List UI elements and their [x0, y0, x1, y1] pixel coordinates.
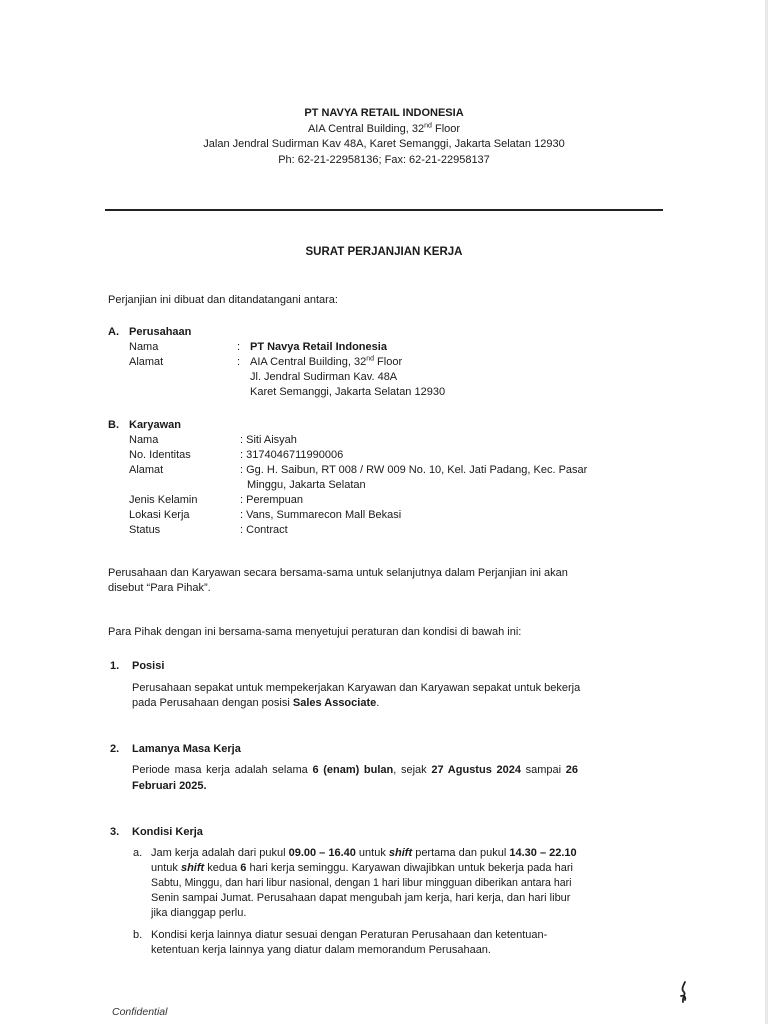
letterhead: [0, 106, 768, 168]
clause-2-text: sampai: [520, 764, 566, 776]
employee-id-text: 3174046711990006: [246, 449, 344, 461]
item-b-marker: b.: [133, 929, 143, 941]
employee-gender-value: : Perempuan: [240, 494, 303, 506]
employee-status-value: : Contract: [240, 524, 288, 536]
item-a-text: untuk: [355, 847, 389, 859]
employee-id-label: No. Identitas: [129, 449, 191, 461]
company-name-label: Nama: [129, 341, 159, 353]
item-a-line3: Sabtu, Minggu, dan hari libur nasional, dengan 1 hari libur mingguan diberikan antara hari: [151, 877, 572, 889]
shift-1-hours: 09.00 – 16.40: [288, 847, 356, 859]
company-name: PT NAVYA RETAIL INDONESIA: [304, 107, 464, 119]
employee-gender-text: Perempuan: [246, 494, 303, 506]
clause-1-line1: Perusahaan sepakat untuk mempekerjakan Karyawan dan Karyawan sepakat untuk bekerja: [132, 682, 581, 694]
contract-duration: 6 (enam) bulan: [312, 764, 394, 776]
period: .: [376, 697, 380, 709]
clause-2-number: 2.: [110, 743, 120, 755]
item-a-text: untuk: [151, 862, 181, 874]
floor-sup: nd: [424, 121, 432, 129]
employee-name-text: Siti Aisyah: [246, 434, 297, 446]
colon: :: [237, 356, 241, 368]
item-a-line2: [151, 861, 573, 876]
clause-1-number: 1.: [110, 660, 120, 672]
item-a-marker: a.: [133, 847, 143, 859]
position-title: Sales Associate: [292, 697, 377, 709]
company-address-line1: [250, 355, 402, 370]
address-tail: Floor: [373, 356, 403, 368]
employee-address-label: Alamat: [129, 464, 164, 476]
item-a-line1: [151, 846, 577, 861]
address-sup: nd: [366, 355, 374, 363]
para-pihak-line2: disebut “Para Pihak”.: [108, 582, 211, 594]
item-a-text: Jam kerja adalah dari pukul: [151, 847, 289, 859]
shift-2-hours: 14.30 – 22.10: [509, 847, 577, 859]
building-text: AIA Central Building, 32: [307, 122, 425, 135]
section-a-heading: Perusahaan: [129, 326, 192, 338]
start-date: 27 Agustus 2024: [431, 764, 521, 776]
item-a-text: hari kerja seminggu. Karyawan diwajibkan untuk bekerja pada hari: [246, 862, 573, 874]
para-pihak-line1: Perusahaan dan Karyawan secara bersama-sama untuk selanjutnya dalam Perjanjian ini akan: [108, 567, 568, 579]
address-text: AIA Central Building, 32: [250, 356, 367, 368]
employee-name-value: : Siti Aisyah: [240, 434, 297, 446]
item-a-text: pertama dan pukul: [412, 847, 510, 859]
company-building: [0, 122, 768, 138]
company-phone: Ph: 62-21-22958136; Fax: 62-21-22958137: [278, 153, 490, 166]
employee-address-line1: : Gg. H. Saibun, RT 008 / RW 009 No. 10, Kel. Jati Padang, Kec. Pasar: [240, 464, 588, 476]
end-date-rest: Februari 2025.: [132, 780, 207, 792]
employee-status-text: Contract: [246, 524, 288, 536]
clause-3-heading: Kondisi Kerja: [132, 826, 203, 838]
employee-address-line2: Minggu, Jakarta Selatan: [247, 479, 366, 491]
work-days-count: 6: [240, 862, 247, 874]
clause-2-line1: [132, 763, 578, 778]
employee-id-value: : 3174046711990006: [240, 449, 344, 461]
item-b-line2: ketentuan kerja lainnya yang diatur dalam memorandum Perusahaan.: [151, 944, 491, 956]
company-address-line3: Karet Semanggi, Jakarta Selatan 12930: [250, 386, 446, 398]
clause-3-number: 3.: [110, 826, 120, 838]
employee-location-text: Vans, Summarecon Mall Bekasi: [246, 509, 402, 521]
employee-location-label: Lokasi Kerja: [129, 509, 190, 521]
company-address-line2: Jl. Jendral Sudirman Kav. 48A: [250, 371, 398, 383]
clause-1-heading: Posisi: [132, 660, 165, 672]
item-a-text: kedua: [204, 862, 241, 874]
employee-name-label: Nama: [129, 434, 159, 446]
employee-gender-label: Jenis Kelamin: [129, 494, 198, 506]
intro-text: Perjanjian ini dibuat dan ditandatangani antara:: [108, 294, 338, 306]
company-street: Jalan Jendral Sudirman Kav 48A, Karet Semanggi, Jakarta Selatan 12930: [203, 138, 565, 150]
confidential-footer: Confidential: [112, 1006, 168, 1018]
document-title: SURAT PERJANJIAN KERJA: [305, 246, 463, 258]
employee-location-value: : Vans, Summarecon Mall Bekasi: [240, 509, 402, 521]
agreement-intro: Para Pihak dengan ini bersama-sama menyetujui peraturan dan kondisi di bawah ini:: [108, 626, 522, 638]
shift-word: shift: [180, 862, 205, 874]
end-date-day: 26: [565, 764, 578, 776]
clause-1-line2: [132, 696, 379, 711]
clause-2-text: Periode masa kerja adalah selama: [132, 764, 313, 776]
shift-word: shift: [388, 847, 413, 859]
floor-word: Floor: [431, 122, 461, 135]
employee-status-label: Status: [129, 524, 161, 536]
employee-address-text: Gg. H. Saibun, RT 008 / RW 009 No. 10, Kel. Jati Padang, Kec. Pasar: [246, 464, 588, 476]
colon: :: [237, 341, 241, 353]
item-a-line5: jika dianggap perlu.: [151, 907, 247, 919]
section-b-letter: B.: [108, 419, 119, 431]
item-a-line4: Senin sampai Jumat. Perusahaan dapat mengubah jam kerja, hari kerja, dan hari libur: [151, 892, 571, 904]
item-b-line1: Kondisi kerja lainnya diatur sesuai dengan Peraturan Perusahaan dan ketentuan-: [151, 929, 548, 941]
section-b-heading: Karyawan: [129, 419, 181, 431]
company-address-label: Alamat: [129, 356, 164, 368]
header-divider: [105, 209, 663, 211]
handwritten-initial-icon: [676, 980, 692, 1011]
clause-2-text: , sejak: [393, 764, 432, 776]
section-a-letter: A.: [108, 326, 119, 338]
clause-1-text: pada Perusahaan dengan posisi: [132, 697, 293, 709]
clause-2-heading: Lamanya Masa Kerja: [132, 743, 241, 755]
company-name-value: PT Navya Retail Indonesia: [250, 341, 387, 353]
